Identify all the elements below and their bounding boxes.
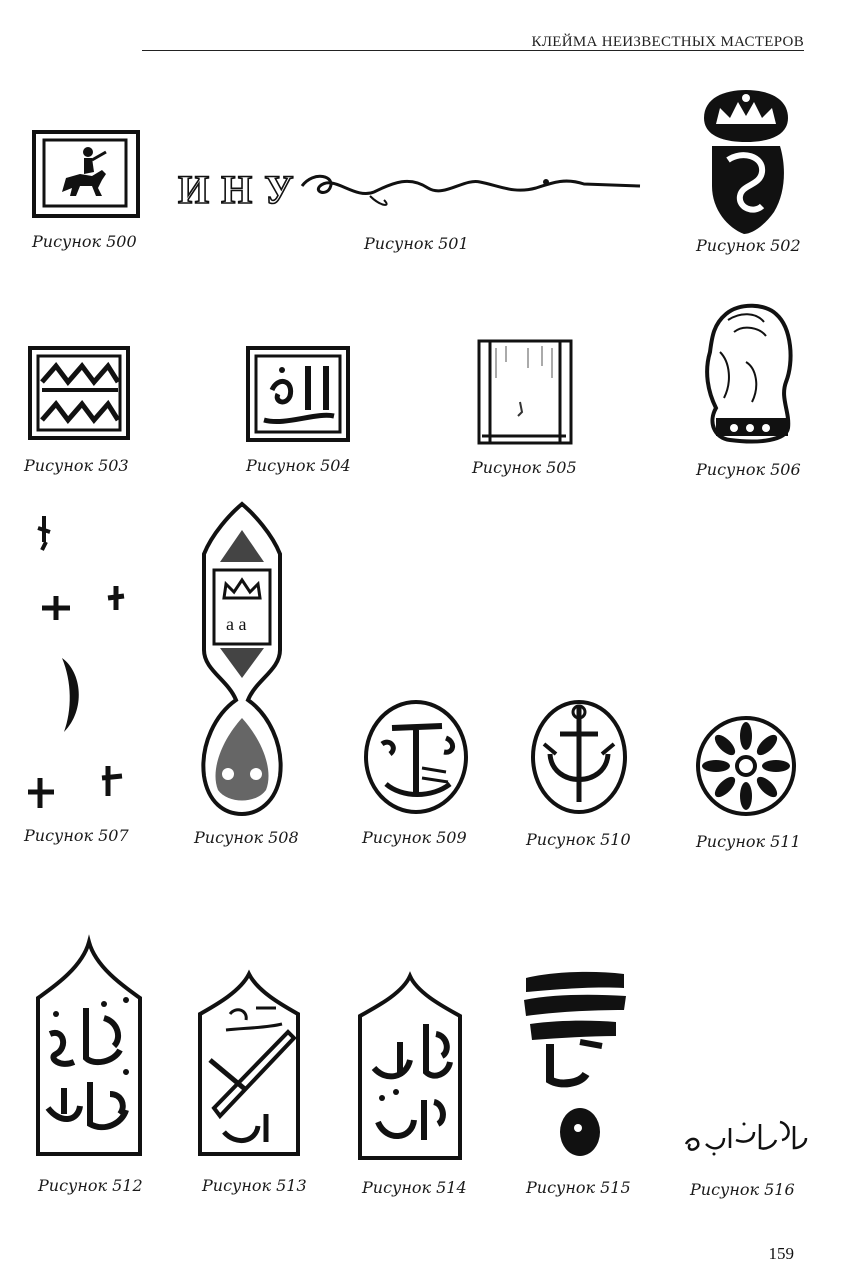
caption-516: Рисунок 516 bbox=[690, 1180, 795, 1199]
stamp-505-rectangle bbox=[476, 338, 574, 448]
stamp-514-script-shield bbox=[356, 972, 464, 1162]
caption-512: Рисунок 512 bbox=[38, 1176, 143, 1195]
stamp-509-oval bbox=[362, 698, 470, 816]
stamp-510-oval-anchor bbox=[530, 698, 628, 816]
stamp-515-bars-dot bbox=[520, 966, 630, 1166]
caption-513: Рисунок 513 bbox=[202, 1176, 307, 1195]
stamp-513-script-shield bbox=[196, 970, 302, 1160]
caption-510: Рисунок 510 bbox=[526, 830, 631, 849]
caption-508: Рисунок 508 bbox=[194, 828, 299, 847]
page-number: 159 bbox=[768, 1244, 794, 1263]
caption-501: Рисунок 501 bbox=[364, 234, 469, 253]
stamp-512-script-shield bbox=[34, 938, 144, 1160]
stamp-503-zigzag bbox=[28, 346, 130, 442]
stamp-508-pendant-crown bbox=[196, 500, 290, 818]
stamp-516-script-line bbox=[680, 1114, 810, 1158]
stamp-502-crown-shield bbox=[698, 88, 794, 238]
running-header: КЛЕЙМА НЕИЗВЕСТНЫХ МАСТЕРОВ bbox=[531, 34, 804, 50]
caption-503: Рисунок 503 bbox=[24, 456, 129, 475]
caption-506: Рисунок 506 bbox=[696, 460, 801, 479]
svg-text:a a: a a bbox=[226, 614, 247, 634]
caption-505: Рисунок 505 bbox=[472, 458, 577, 477]
caption-502: Рисунок 502 bbox=[696, 236, 801, 255]
stamp-507-crosses-crescent bbox=[24, 510, 138, 810]
caption-511: Рисунок 511 bbox=[696, 832, 801, 851]
stamp-506-animal bbox=[700, 302, 798, 448]
stamp-501-text: ИНУ bbox=[178, 167, 306, 212]
caption-509: Рисунок 509 bbox=[362, 828, 467, 847]
stamp-511-flower bbox=[694, 714, 798, 818]
caption-514: Рисунок 514 bbox=[362, 1178, 467, 1197]
caption-504: Рисунок 504 bbox=[246, 456, 351, 475]
caption-507: Рисунок 507 bbox=[24, 826, 129, 845]
stamp-504-script bbox=[246, 346, 350, 444]
caption-515: Рисунок 515 bbox=[526, 1178, 631, 1197]
caption-500: Рисунок 500 bbox=[32, 232, 137, 251]
stamp-501-letters-wave bbox=[174, 166, 644, 216]
stamp-500-horse-rider bbox=[32, 130, 140, 220]
